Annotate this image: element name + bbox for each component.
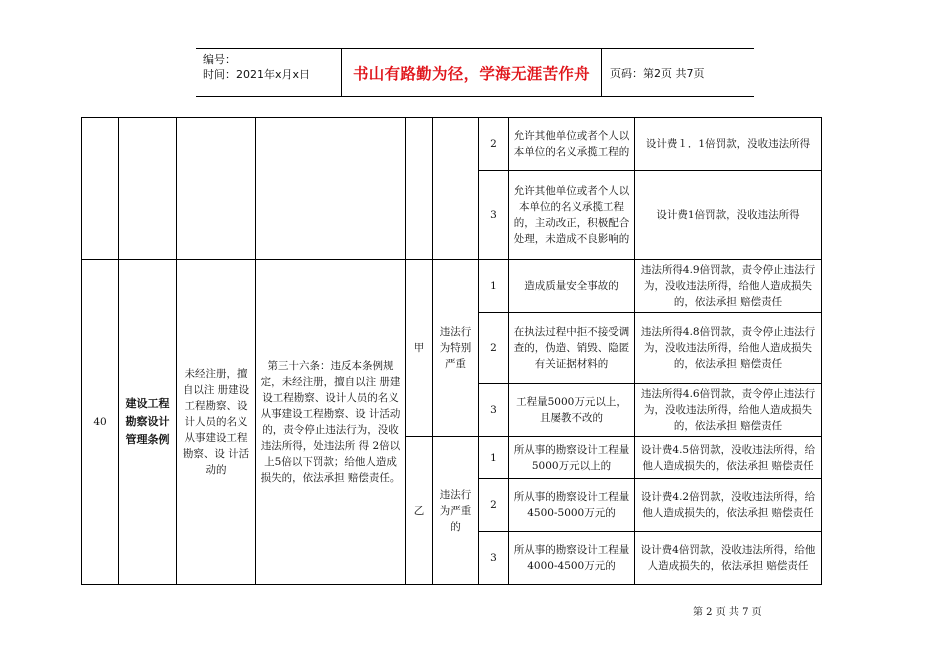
page-header xyxy=(196,48,754,97)
penalty-cell: 违法所得4.9倍罚款，责令停止违法行为，没收违法所得，给他人造成损失的，依法承担 赔偿责任 xyxy=(635,260,822,313)
severity-cell: 违法行为严重的 xyxy=(433,437,479,585)
row-number: 1 xyxy=(479,260,509,313)
law-name: 建设工程勘察设计管理条例 xyxy=(119,260,177,585)
row-number: 3 xyxy=(479,171,509,260)
penalty-cell: 设计费１．1倍罚款，没收违法所得 xyxy=(635,118,822,171)
severity-cell: 违法行为特别严重 xyxy=(433,260,479,437)
penalty-cell: 设计费4.5倍罚款，没收违法所得，给他人造成损失的，依法承担 赔偿责任 xyxy=(635,437,822,479)
law-cell-empty xyxy=(119,118,177,260)
row-number: 2 xyxy=(479,479,509,532)
motto-banner: 书山有路勤为径，学海无涯苦作舟 xyxy=(342,49,602,96)
penalty-cell: 设计费4.2倍罚款，没收违法所得，给他人造成损失的，依法承担 赔偿责任 xyxy=(635,479,822,532)
grade-cell: 乙 xyxy=(406,437,433,585)
condition-cell: 所从事的勘察设计工程量4000-4500万元的 xyxy=(509,532,635,585)
serial-label: 编号： xyxy=(203,53,236,66)
grade-cell: 甲 xyxy=(406,260,433,437)
row-number: 1 xyxy=(479,437,509,479)
row-number: 3 xyxy=(479,532,509,585)
condition-cell: 允许其他单位或者个人以本单位的名义承揽工程的，主动改正，积极配合处理，未造成不良影响的 xyxy=(509,171,635,260)
law-clause: 第三十六条：违反本条例规定，未经注册，擅自以注 册建设工程勘察、设计人员的名义从事建设工程勘察、设 计活动的，责令停止违法行为，没收违法所得，处违法所 得 2倍以上5倍以下罚款；给他人造成损失的，依法承担 赔偿责任。 xyxy=(256,260,406,585)
severity-cell-empty xyxy=(433,118,479,260)
condition-cell: 造成质量安全事故的 xyxy=(509,260,635,313)
page-indicator: 页码：第2页 共7页 xyxy=(610,66,705,80)
condition-cell: 所从事的勘察设计工程量4500-5000万元的 xyxy=(509,479,635,532)
condition-cell: 在执法过程中拒不接受调查的，伪造、销毁、隐匿有关证据材料的 xyxy=(509,313,635,384)
condition-cell: 允许其他单位或者个人以本单位的名义承揽工程的 xyxy=(509,118,635,171)
row-number: 2 xyxy=(479,313,509,384)
clause-cell-empty xyxy=(256,118,406,260)
time-label: 时间：2021年x月x日 xyxy=(203,68,311,81)
behavior-description: 未经注册，擅自以注 册建设工程勘察、设计人员的名义从事建设工程勘察、设 计活动的 xyxy=(177,260,256,585)
condition-cell: 所从事的勘察设计工程量5000万元以上的 xyxy=(509,437,635,479)
table-row xyxy=(82,260,822,313)
index-cell-empty xyxy=(82,118,119,260)
behavior-cell-empty xyxy=(177,118,256,260)
penalty-cell: 违法所得4.8倍罚款，责令停止违法行为，没收违法所得，给他人造成损失的，依法承担 赔偿责任 xyxy=(635,313,822,384)
penalty-table xyxy=(81,117,822,585)
penalty-cell: 设计费4倍罚款，没收违法所得，给他人造成损失的，依法承担 赔偿责任 xyxy=(635,532,822,585)
condition-cell: 工程量5000万元以上，且屡教不改的 xyxy=(509,384,635,437)
penalty-cell: 设计费1倍罚款，没收违法所得 xyxy=(635,171,822,260)
header-meta xyxy=(196,49,342,96)
table-row xyxy=(82,118,822,171)
grade-cell-empty xyxy=(406,118,433,260)
page-footer: 第 2 页 共 7 页 xyxy=(693,607,762,618)
penalty-cell: 违法所得4.6倍罚款，责令停止违法行为，没收违法所得，给他人造成损失的，依法承担 赔偿责任 xyxy=(635,384,822,437)
row-number: 2 xyxy=(479,118,509,171)
item-index: 40 xyxy=(82,260,119,585)
row-number: 3 xyxy=(479,384,509,437)
